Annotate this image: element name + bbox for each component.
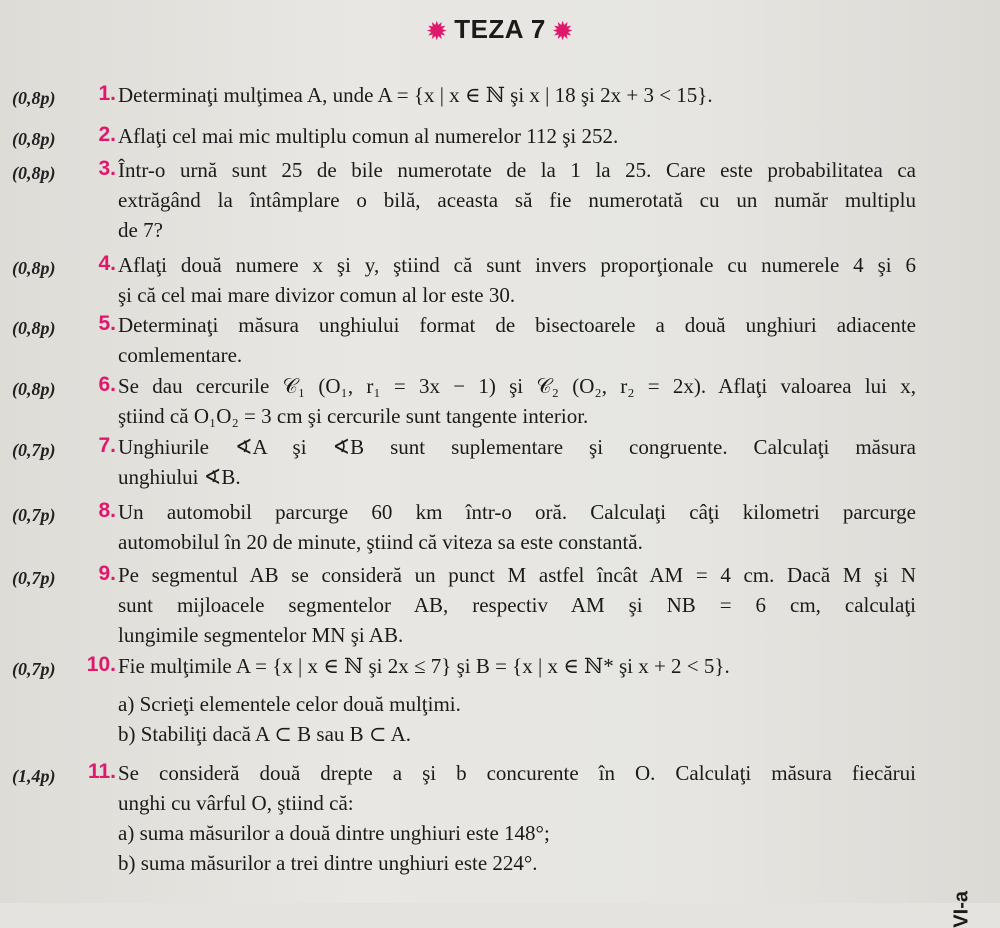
problem-line: Determinaţi măsura unghiului format de bisectoarele a două unghiuri adiacente — [118, 313, 916, 337]
problem-line: sunt mijloacele segmentelor AB, respectiv AM şi NB = 6 cm, calculaţi — [118, 593, 916, 617]
problem-points: (0,8p) — [12, 129, 56, 149]
problem-line: de 7? — [118, 218, 163, 242]
problem-number: 9. — [98, 562, 116, 585]
problem-line: extrăgând la întâmplare o bilă, aceasta să fie numerotată cu un număr multiplu — [118, 188, 916, 212]
problem-number: 11. — [87, 760, 116, 783]
problem-number: 4. — [98, 252, 116, 275]
problem-number: 8. — [98, 499, 116, 522]
problem-points: (0,8p) — [12, 379, 56, 399]
problem-number: 3. — [98, 157, 116, 180]
problem-line: şi că cel mai mare divizor comun al lor este 30. — [118, 283, 516, 307]
problem-points: (0,7p) — [12, 659, 56, 679]
problem-line: Determinaţi mulţimea A, unde A = {x | x ∈ ℕ şi x | 18 şi 2x + 3 < 15}. — [118, 83, 713, 107]
problem-number: 1. — [98, 82, 116, 105]
problem-line: lungimile segmentelor MN şi AB. — [118, 623, 404, 647]
problem-points: (0,8p) — [12, 318, 56, 338]
problem-line: Fie mulţimile A = {x | x ∈ ℕ şi 2x ≤ 7} şi B = {x | x ∈ ℕ* şi x + 2 < 5}. — [118, 654, 730, 678]
problem-points: (1,4p) — [12, 766, 56, 786]
page-side-label: VI-a — [951, 891, 973, 928]
problem-points: (0,8p) — [12, 163, 56, 183]
problem-subpoint-b: b) Stabiliţi dacă A ⊂ B sau B ⊂ A. — [118, 722, 412, 746]
problem-line: Un automobil parcurge 60 km într-o oră. Calculaţi câţi kilometri parcurge — [118, 500, 916, 524]
problem-points: (0,7p) — [12, 505, 56, 525]
problem-line: Aflaţi cel mai mic multiplu comun al numerelor 112 şi 252. — [118, 124, 619, 148]
problem-line: Aflaţi două numere x şi y, ştiind că sunt invers proporţionale cu numerele 4 şi 6 — [118, 253, 916, 277]
problem-subpoint-a: a) Scrieţi elementele celor două mulţimi. — [118, 692, 461, 716]
pink-star-icon: ✹ — [551, 16, 575, 46]
problem-subpoint-b: b) suma măsurilor a trei dintre unghiuri este 224°. — [118, 851, 538, 875]
problem-line: unghi cu vârful O, ştiind că: — [118, 791, 354, 815]
page-title — [0, 14, 1000, 47]
problem-line: Unghiurile ∢A şi ∢B sunt suplementare şi congruente. Calculaţi măsura — [118, 435, 916, 459]
problem-number: 7. — [98, 434, 116, 457]
problem-number: 5. — [98, 312, 116, 335]
problem-line: Se dau cercurile 𝒞₁ (O₁, r₁ = 3x − 1) şi 𝒞₂ (O₂, r₂ = 2x). Aflaţi valoarea lui x, — [118, 374, 916, 398]
problem-subpoint-a: a) suma măsurilor a două dintre unghiuri este 148°; — [118, 821, 550, 845]
title-text: TEZA 7 — [454, 14, 546, 44]
problem-number: 6. — [98, 373, 116, 396]
problem-points: (0,7p) — [12, 568, 56, 588]
problem-points: (0,7p) — [12, 440, 56, 460]
problem-line: comlementare. — [118, 343, 243, 367]
problem-line: Pe segmentul AB se consideră un punct M astfel încât AM = 4 cm. Dacă M şi N — [118, 563, 916, 587]
problem-points: (0,8p) — [12, 88, 56, 108]
problem-line: unghiului ∢B. — [118, 465, 241, 489]
problem-line: automobilul în 20 de minute, ştiind că viteza sa este constantă. — [118, 530, 643, 554]
problem-points: (0,8p) — [12, 258, 56, 278]
problem-number: 10. — [86, 653, 116, 676]
problem-line: Într-o urnă sunt 25 de bile numerotate de la 1 la 25. Care este probabilitatea ca — [118, 158, 916, 182]
problem-line: ştiind că O₁O₂ = 3 cm şi cercurile sunt tangente interior. — [118, 404, 589, 428]
problem-line: Se consideră două drepte a şi b concurente în O. Calculaţi măsura fiecărui — [118, 761, 916, 785]
problem-number: 2. — [98, 123, 116, 146]
pink-star-icon: ✹ — [425, 16, 449, 46]
